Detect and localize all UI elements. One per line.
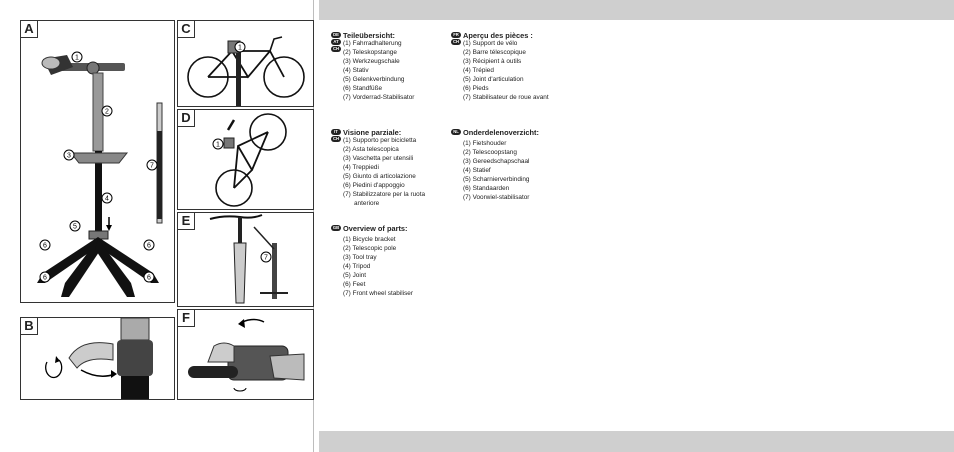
section-title: Aperçu des pièces : [463, 31, 533, 40]
part-item: (3) Vaschetta per utensili [343, 155, 414, 162]
part-item: (7) Vorderrad-Stabilisator [343, 94, 415, 101]
country-code-badge: CH [332, 46, 340, 51]
part-item: (6) Standaarden [463, 185, 510, 192]
panel-label-d: D [178, 110, 195, 127]
country-flags [331, 128, 341, 142]
part-item: (2) Telescopic pole [343, 245, 397, 252]
part-item: (2) Telescoopstang [463, 149, 517, 156]
part-item: (7) Stabilizzatore per la ruota anteriore [343, 191, 426, 207]
part-item: (4) Tripod [343, 263, 371, 270]
callout-text: 6 [147, 242, 151, 250]
part-item: (4) Trépied [463, 67, 494, 74]
country-code-badge: FR [451, 32, 461, 38]
part-item: (6) Piedini d'appoggio [343, 182, 405, 189]
figure-panel-d [177, 109, 314, 210]
callout-text: 7 [264, 254, 268, 262]
callout-text: 7 [150, 162, 154, 170]
part-item: (2) Teleskopstange [343, 49, 397, 56]
part-item: (1) Fietshouder [463, 140, 507, 147]
callout-text: 2 [105, 108, 109, 116]
figure-panel-b [20, 317, 175, 400]
part-item: (4) Statief [463, 167, 491, 174]
part-item: (6) Pieds [463, 85, 489, 92]
panel-label-e: E [178, 213, 195, 230]
bike-vertical-illustration [178, 110, 313, 209]
country-flags [451, 31, 461, 45]
part-item: (3) Récipient à outils [463, 58, 522, 65]
part-item: (5) Giunto di articolazione [343, 173, 416, 180]
part-item: (7) Voorwiel-stabilisator [463, 194, 530, 201]
country-code-badge: IT [331, 129, 341, 135]
section-title: Onderdelenoverzicht: [463, 128, 539, 137]
panel-label-c: C [178, 21, 195, 38]
country-flags [451, 128, 461, 135]
parts-section-nl [451, 128, 581, 202]
part-item: (3) Tool tray [343, 254, 377, 261]
country-code-badge: CH [452, 39, 460, 44]
callout-text: 4 [105, 195, 109, 203]
section-title: Visione parziale: [343, 128, 402, 137]
section-title: Overview of parts: [343, 224, 408, 233]
country-flags [331, 224, 341, 231]
part-item: (2) Barre télescopique [463, 49, 526, 56]
figure-panel-f [177, 309, 314, 400]
callout-text: 1 [238, 44, 242, 52]
figure-panel-e [177, 212, 314, 307]
header-gray-bar [319, 0, 954, 20]
callout-text: 5 [73, 223, 77, 231]
section-title: Teileübersicht: [343, 31, 396, 40]
part-item: (1) Bicycle bracket [343, 236, 396, 243]
bike-mounted-illustration [178, 21, 313, 106]
part-item: (5) Joint d'articulation [463, 76, 524, 83]
country-flags [331, 31, 341, 52]
callout-text: 6 [43, 274, 47, 282]
repair-stand-illustration [21, 21, 174, 302]
joint-adjust-illustration [21, 318, 174, 399]
callout-text: 3 [67, 152, 71, 160]
country-code-badge: GB [332, 225, 340, 230]
part-item: (4) Treppiedi [343, 164, 379, 171]
part-item: (7) Stabilisateur de roue avant [463, 94, 549, 101]
part-item: (2) Asta telescopica [343, 146, 399, 153]
part-item: (1) Support de vélo [463, 40, 518, 47]
parts-section-de [331, 31, 451, 102]
figure-panel-c [177, 20, 314, 107]
parts-section-it [331, 128, 451, 208]
parts-section-fr [451, 31, 571, 102]
clamp-adjust-illustration [178, 310, 313, 399]
country-code-badge: AT [331, 39, 341, 45]
callout-text: 1 [216, 141, 220, 149]
part-item: (7) Front wheel stabiliser [343, 290, 413, 297]
country-code-badge: CH [332, 136, 340, 141]
part-item: (5) Joint [343, 272, 367, 279]
figure-panel-a [20, 20, 175, 303]
panel-label-f: F [178, 310, 195, 327]
callout-text: 6 [147, 274, 151, 282]
part-item: (5) Scharnierverbinding [463, 176, 530, 183]
parts-section-gb [331, 224, 451, 298]
part-item: (1) Supporto per bicicletta [343, 137, 417, 144]
footer-gray-bar [319, 431, 954, 452]
panel-label-b: B [21, 318, 38, 335]
part-item: (6) Feet [343, 281, 366, 288]
part-item: (1) Fahrradhalterung [343, 40, 402, 47]
part-item: (4) Stativ [343, 67, 369, 74]
part-item: (3) Gereedschapschaal [463, 158, 530, 165]
callout-text: 6 [43, 242, 47, 250]
panel-label-a: A [21, 21, 38, 38]
country-code-badge: NL [451, 129, 461, 135]
part-item: (3) Werkzeugschale [343, 58, 400, 65]
callout-text: 1 [75, 54, 79, 62]
part-item: (5) Gelenkverbindung [343, 76, 405, 83]
country-code-badge: DE [331, 32, 341, 38]
part-item: (6) Standfüße [343, 85, 383, 92]
front-wheel-stabiliser-illustration [178, 213, 313, 306]
